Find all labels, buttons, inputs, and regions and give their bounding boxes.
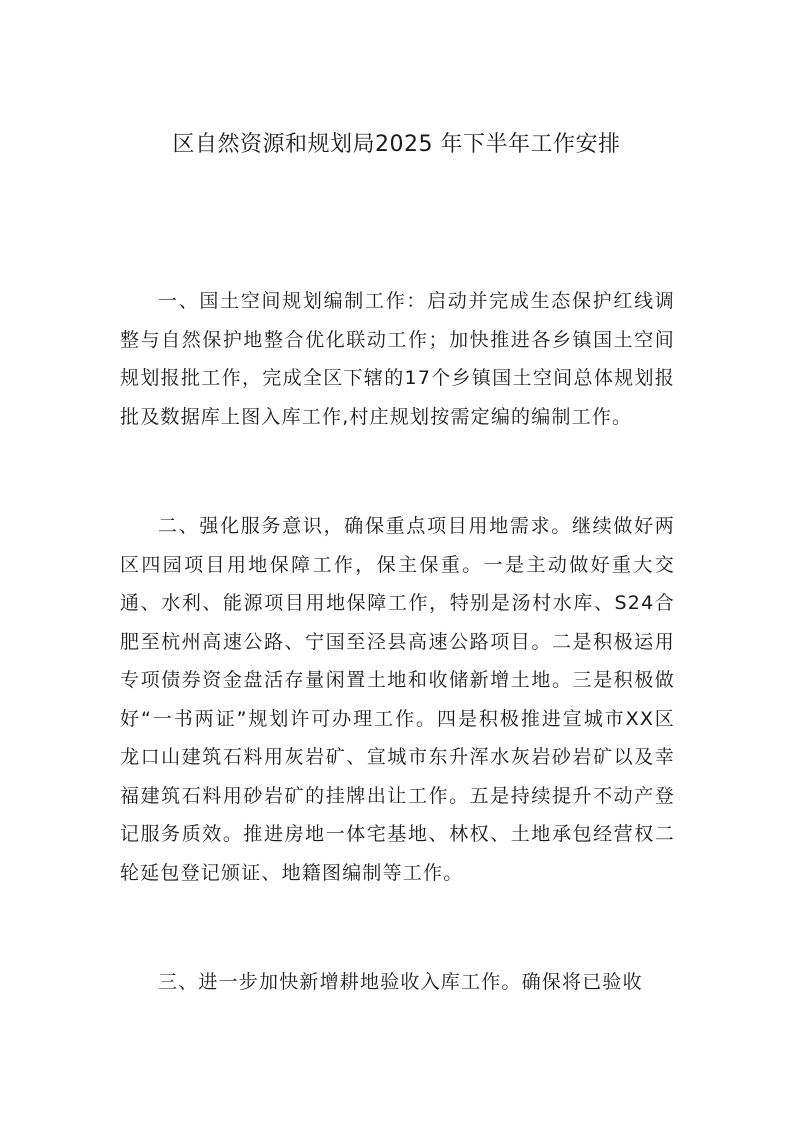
document-body	[120, 282, 675, 1002]
paragraph-territorial-planning: 一、国土空间规划编制工作：启动并完成生态保护红线调整与自然保护地整合优化联动工作；加快推进各乡镇国土空间规划报批工作，完成全区下辖的17个乡镇国土空间总体规划报批及数据库上图入库工作,村庄规划按需定编的编制工作。	[120, 290, 675, 428]
paragraph-farmland-acceptance: 三、进一步加快新增耕地验收入库工作。确保将已验收	[158, 971, 643, 993]
document-title: 区自然资源和规划局2025 年下半年工作安排	[172, 132, 621, 157]
paragraph-land-use-service: 二、强化服务意识，确保重点项目用地需求。继续做好两区四园项目用地保障工作，保主保重。一是主动做好重大交通、水利、能源项目用地保障工作，特别是汤村水库、S24合肥至杭州高速公路、宁国至泾县高速公路项目。二是积极运用专项债券资金盘活存量闲置土地和收储新增土地。三是积极做好“一书两证”规划许可办理工作。四是积极推进宣城市XX区龙口山建筑石料用灰岩矿、宣城市东升浑水灰岩砂岩矿以及幸福建筑石料用砂岩矿的挂牌出让工作。五是持续提升不动产登记服务质效。推进房地一体宅基地、林权、土地承包经营权二轮延包登记颁证、地籍图编制等工作。	[120, 515, 675, 884]
